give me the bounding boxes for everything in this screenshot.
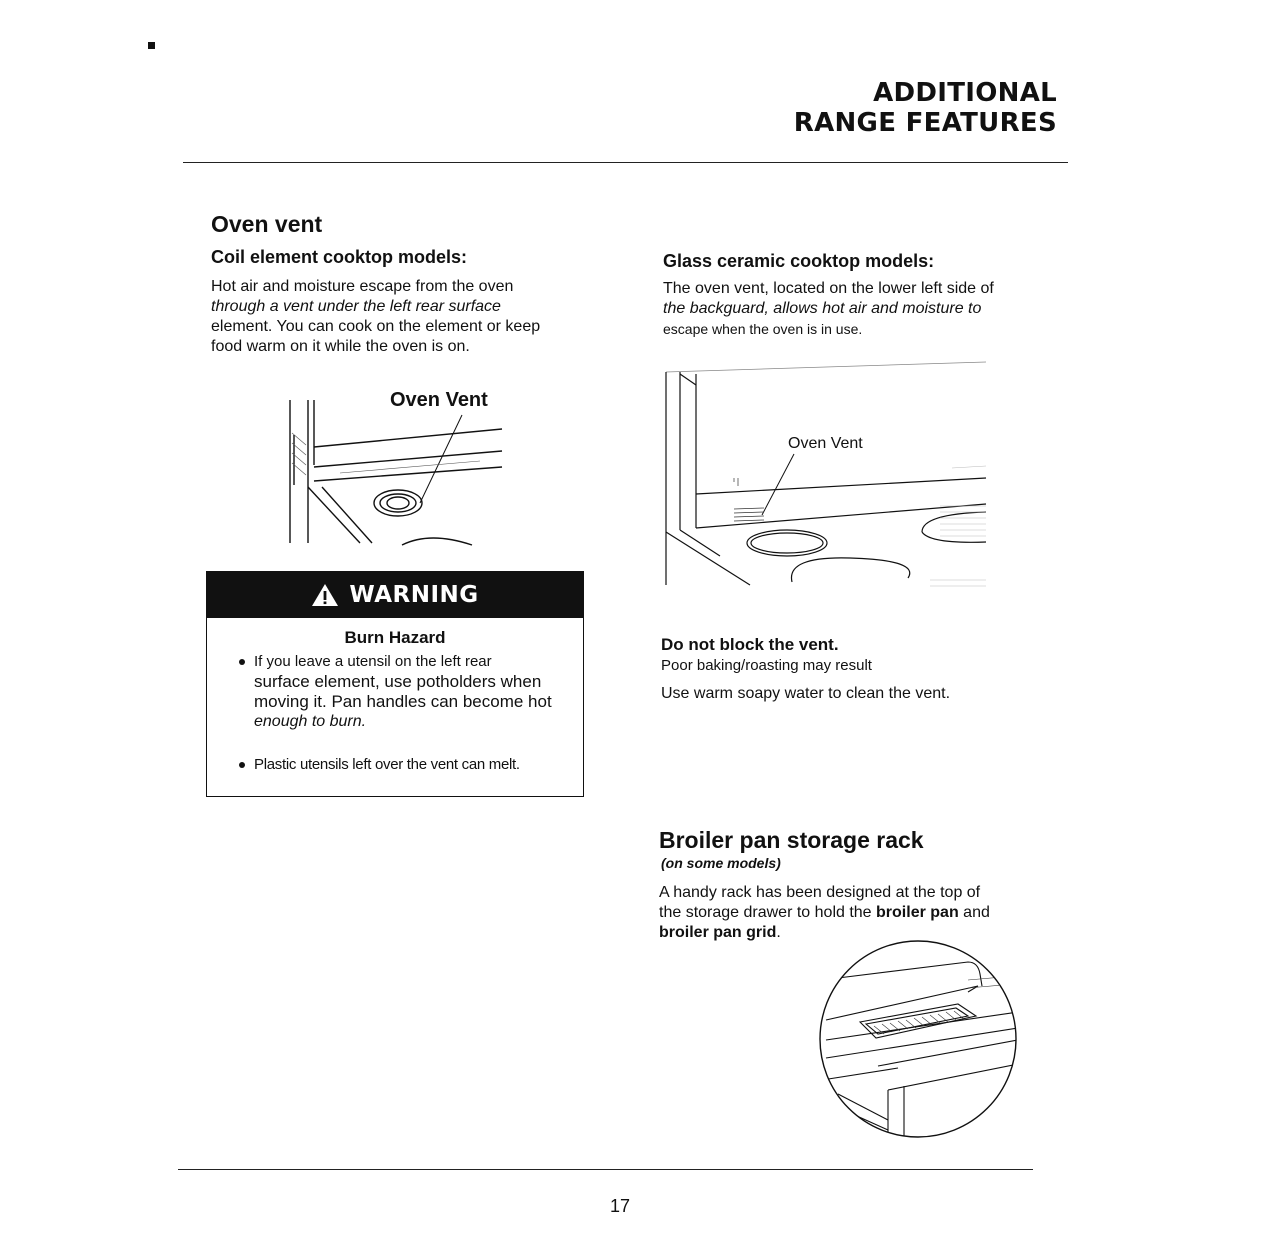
- glass-models-subheading: Glass ceramic cooktop models:: [663, 251, 935, 271]
- burn-hazard-title: Burn Hazard: [344, 628, 446, 647]
- broiler-rack-note: (on some models): [661, 855, 781, 871]
- coil-models-description: [211, 277, 611, 357]
- broiler-rack-illustration: [818, 940, 1022, 1140]
- warning-bullet-line: surface element, use potholders when: [254, 672, 542, 691]
- do-not-block-heading: Do not block the vent.: [661, 635, 839, 654]
- warning-box: [206, 571, 584, 797]
- glass-models-description: [663, 279, 1063, 339]
- warning-bullet-line: Plastic utensils left over the vent can melt.: [254, 756, 520, 773]
- coil-vent-illustration: [280, 395, 520, 555]
- warning-triangle-icon: [311, 583, 339, 607]
- vent-cleaning-text: Use warm soapy water to clean the vent.: [661, 685, 951, 702]
- bullet-dot: [239, 659, 245, 665]
- broiler-text-part: .: [776, 924, 781, 941]
- broiler-text-line: [659, 903, 1059, 923]
- broiler-rack-description: [659, 883, 1059, 943]
- footer-rule: [178, 1169, 1033, 1170]
- broiler-text-part: and: [958, 904, 990, 921]
- coil-vent-figure-label: Oven Vent: [390, 389, 488, 411]
- coil-text-line: food warm on it while the oven is on.: [211, 338, 470, 355]
- page-title-line-1: ADDITIONAL: [873, 78, 1057, 108]
- glass-text-line: escape when the oven is in use.: [663, 321, 863, 337]
- glass-vent-figure-label: Oven Vent: [788, 435, 863, 452]
- warning-bullet-line: enough to burn.: [254, 713, 367, 730]
- warning-bullet-line: moving it. Pan handles can become hot: [254, 692, 552, 711]
- scan-mark: [148, 42, 155, 49]
- coil-text-line: element. You can cook on the element or keep: [211, 318, 541, 335]
- glass-text-line: The oven vent, located on the lower left side of: [663, 280, 994, 297]
- coil-text-line: Hot air and moisture escape from the oven: [211, 278, 514, 295]
- glass-vent-illustration: [660, 360, 990, 595]
- warning-banner: [207, 572, 583, 618]
- broiler-text-line: A handy rack has been designed at the top of: [659, 884, 981, 901]
- oven-vent-heading: Oven vent: [211, 211, 323, 237]
- page-title: [794, 78, 1057, 138]
- coil-models-subheading: Coil element cooktop models:: [211, 247, 468, 267]
- glass-text-line: the backguard, allows hot air and moisture to: [663, 300, 982, 317]
- do-not-block-text: Poor baking/roasting may result: [661, 657, 872, 674]
- warning-bullet-line: If you leave a utensil on the left rear: [254, 653, 492, 670]
- broiler-pan-term: broiler pan: [876, 904, 959, 921]
- header-rule: [183, 162, 1068, 163]
- coil-text-line: through a vent under the left rear surface: [211, 298, 501, 315]
- bullet-dot: [239, 762, 245, 768]
- broiler-rack-heading: Broiler pan storage rack: [659, 827, 924, 853]
- page-title-line-2: RANGE FEATURES: [793, 108, 1057, 138]
- warning-bullet: [254, 652, 574, 732]
- warning-bullet: [254, 755, 584, 775]
- broiler-grid-term: broiler pan grid: [659, 924, 777, 941]
- page-number: 17: [609, 1196, 631, 1216]
- broiler-text-part: the storage drawer to hold the: [659, 904, 877, 921]
- warning-title: WARNING: [349, 582, 479, 608]
